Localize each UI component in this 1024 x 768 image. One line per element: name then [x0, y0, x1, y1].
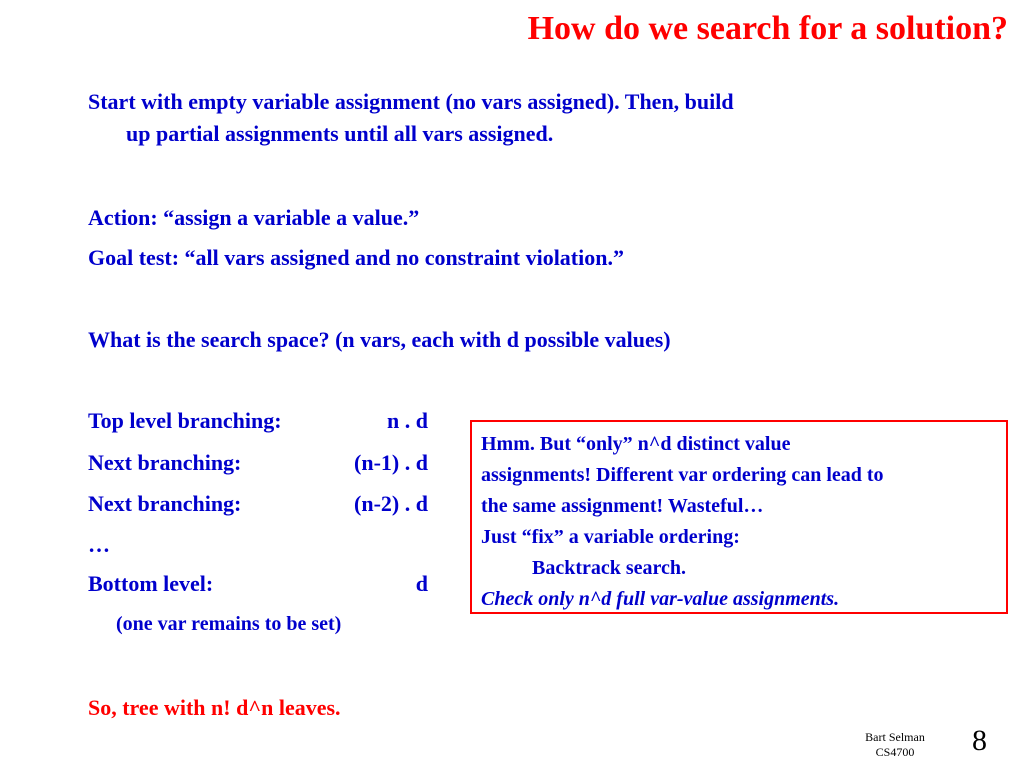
- callout-line-6: Check only n^d full var-value assignments.: [481, 588, 840, 610]
- callout-line-2: assignments! Different var ordering can lead to: [481, 464, 884, 486]
- branching-label-3: …: [88, 532, 110, 557]
- action-text: Action: “assign a variable a value.”: [88, 205, 420, 230]
- goal-test-text: Goal test: “all vars assigned and no constraint violation.”: [88, 245, 624, 270]
- search-space-text: What is the search space? (n vars, each with d possible values): [88, 327, 671, 352]
- conclusion-text: So, tree with n! d^n leaves.: [88, 695, 341, 720]
- branching-label-4: Bottom level:: [88, 571, 214, 596]
- intro-line-2: up partial assignments until all vars assigned.: [126, 121, 554, 146]
- branching-label-2: Next branching:: [88, 491, 242, 516]
- branching-value-0: n . d: [387, 408, 428, 433]
- branching-label-1: Next branching:: [88, 450, 242, 475]
- page-number: 8: [972, 724, 987, 757]
- callout-line-4: Just “fix” a variable ordering:: [481, 526, 740, 548]
- intro-paragraph: [88, 86, 734, 150]
- footer-author-name: Bart Selman: [865, 730, 925, 744]
- slide-title: How do we search for a solution?: [527, 10, 1008, 47]
- branching-value-2: (n-2) . d: [354, 491, 428, 516]
- callout-line-5: Backtrack search.: [532, 557, 687, 579]
- branching-value-1: (n-1) . d: [354, 450, 428, 475]
- intro-line-1: Start with empty variable assignment (no vars assigned). Then, build: [88, 89, 734, 114]
- branching-value-4: d: [415, 571, 428, 596]
- footer-course: CS4700: [875, 745, 915, 759]
- callout-line-3: the same assignment! Wasteful…: [481, 495, 764, 517]
- callout-box: [470, 420, 1008, 614]
- branching-label-0: Top level branching:: [88, 408, 282, 433]
- bottom-level-note: (one var remains to be set): [116, 613, 342, 635]
- footer-author: [858, 730, 932, 760]
- callout-line-1: Hmm. But “only” n^d distinct value: [481, 433, 791, 455]
